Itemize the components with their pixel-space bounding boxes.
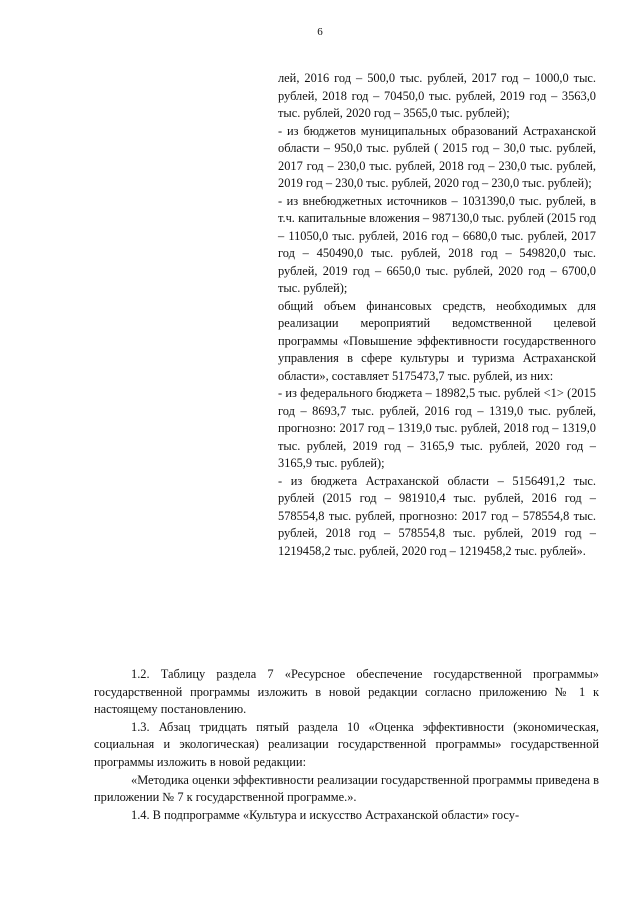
amendment-1-3-quote: «Методика оценки эффективности реализации государственной программы приведена в приложении № 7 к государственной программе.».: [94, 772, 599, 805]
funding-column: [278, 70, 596, 560]
page-number: 6: [317, 26, 323, 38]
municipal-funding-paragraph: - из бюджетов муниципальных образований Астраханской области – 950,0 тыс. рублей ( 2015 год – 30,0 тыс. рублей, 2017 год – 230,0 тыс. рублей, 2018 год – 230,0 тыс. рублей, 2019 год – 230,0 тыс. рублей, 2020 год – 230,0 тыс. рублей);: [278, 123, 596, 190]
amendment-1-3: 1.3. Абзац тридцать пятый раздела 10 «Оценка эффективности (экономическая, социальная и экологическая) реализации государственной программы» государственной программы изложить в новой редакции:: [94, 719, 599, 769]
amendment-1-2: 1.2. Таблицу раздела 7 «Ресурсное обеспечение государственной программы» государственной программы изложить в новой редакции согласно приложению № 1 к настоящему постановлению.: [94, 667, 599, 717]
regional-funding-continuation: лей, 2016 год – 500,0 тыс. рублей, 2017 год – 1000,0 тыс. рублей, 2018 год – 70450,0 тыс. рублей, 2019 год – 3563,0 тыс. рублей, 2020 год – 3565,0 тыс. рублей);: [278, 71, 596, 120]
total-funding-paragraph: общий объем финансовых средств, необходимых для реализации мероприятий ведомственной целевой программы «Повышение эффективности государственного управления в сфере культуры и туризма Астраханской области», составляет 5175473,7 тыс. рублей, из них:: [278, 298, 596, 383]
extra-budgetary-funding-paragraph: - из внебюджетных источников – 1031390,0 тыс. рублей, в т.ч. капитальные вложения – 987130,0 тыс. рублей (2015 год – 11050,0 тыс. рублей, 2016 год – 6680,0 тыс. рублей, 2017 год – 450490,0 тыс. рублей, 2018 год – 549820,0 тыс. рублей, 2019 год – 6650,0 тыс. рублей, 2020 год – 6700,0 тыс. рублей);: [278, 193, 596, 295]
regional-funding-paragraph: - из бюджета Астраханской области – 5156491,2 тыс. рублей (2015 год – 981910,4 тыс. рублей, 2016 год – 578554,8 тыс. рублей, прогнозно: 2017 год – 578554,8 тыс. рублей, 2018 год – 578554,8 тыс. рублей, 2019 год – 1219458,2 тыс. рублей, 2020 год – 1219458,2 тыс. рублей».: [278, 473, 596, 558]
federal-funding-paragraph: - из федерального бюджета – 18982,5 тыс. рублей <1> (2015 год – 8693,7 тыс. рублей, 2016 год – 1319,0 тыс. рублей, прогнозно: 2017 год – 1319,0 тыс. рублей, 2018 год – 1319,0 тыс. рублей, 2019 год – 3165,9 тыс. рублей, 2020 год – 3165,9 тыс. рублей);: [278, 386, 596, 470]
amendment-1-4: 1.4. В подпрограмме «Культура и искусство Астраханской области» госу-: [131, 807, 520, 822]
amendments-section: [94, 666, 599, 824]
